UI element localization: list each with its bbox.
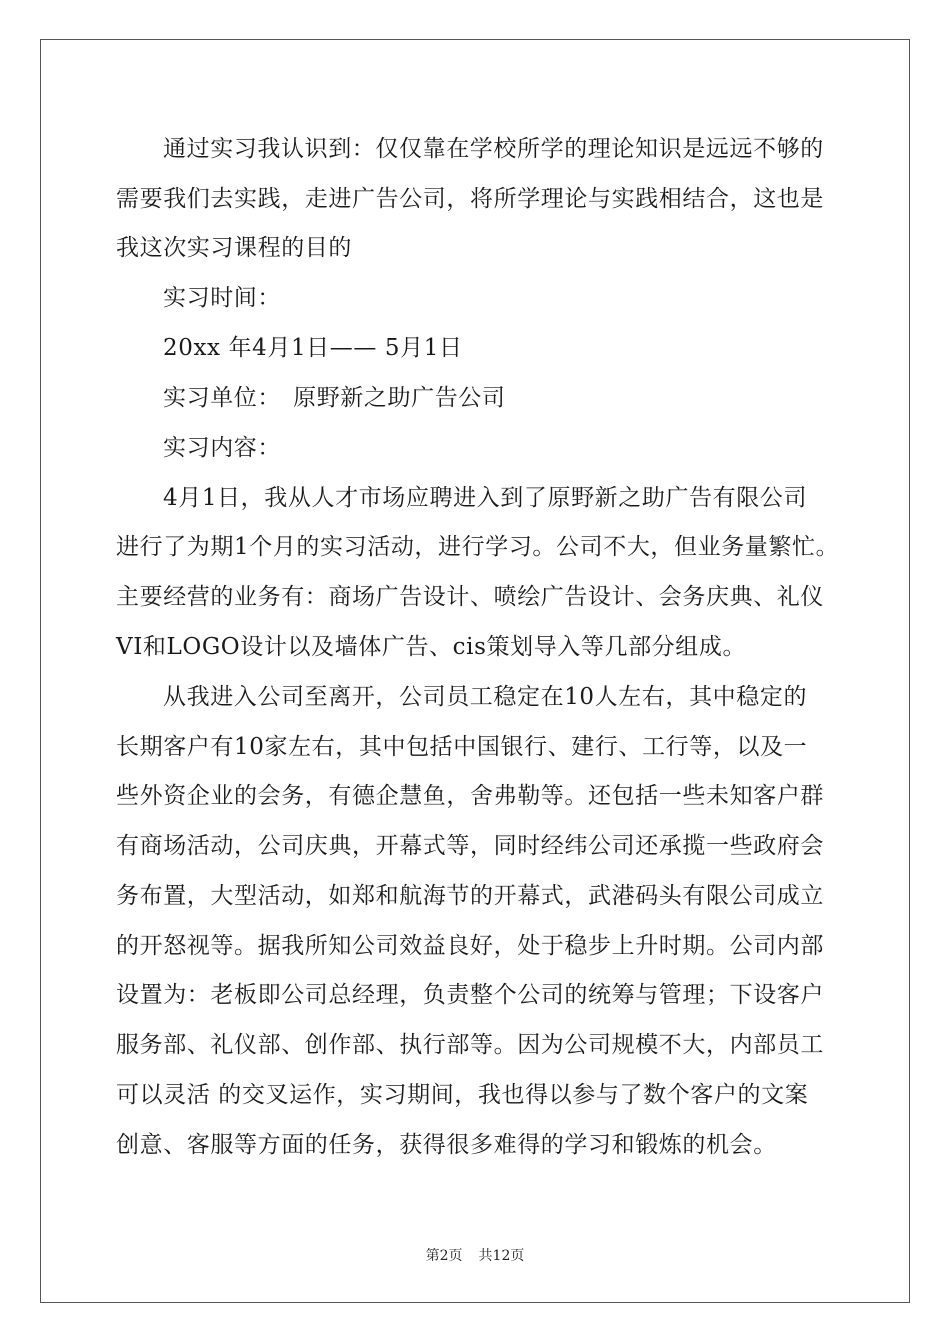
paragraph-line: 设置为：老板即公司总经理，负责整个公司的统筹与管理；下设客户 xyxy=(116,982,824,1008)
paragraph-line: 主要经营的业务有：商场广告设计、喷绘广告设计、会务庆典、礼仪 xyxy=(116,584,824,610)
paragraph-line: VI和LOGO设计以及墙体广告、cis策划导入等几部分组成。 xyxy=(116,634,747,660)
paragraph-line: 些外资企业的会务，有德企慧鱼，舍弗勒等。还包括一些未知客户群 xyxy=(116,783,824,809)
paragraph-line: 通过实习我认识到：仅仅靠在学校所学的理论知识是远远不够的 xyxy=(163,136,824,162)
total-pages: 共12页 xyxy=(478,1248,525,1264)
paragraph-line: 可以灵活 的交叉运作，实习期间，我也得以参与了数个客户的文案 xyxy=(116,1082,809,1108)
page-border xyxy=(40,39,910,1303)
paragraph-line: 从我进入公司至离开，公司员工稳定在10人左右，其中稳定的 xyxy=(163,684,808,710)
paragraph-line: 需要我们去实践，走进广告公司，将所学理论与实践相结合，这也是 xyxy=(116,186,824,212)
paragraph-line: 我这次实习课程的目的 xyxy=(116,235,352,261)
paragraph-line: 服务部、礼仪部、创作部、执行部等。因为公司规模不大，内部员工 xyxy=(116,1032,824,1058)
internship-company: 实习单位： 原野新之助广告公司 xyxy=(163,385,506,411)
page-footer xyxy=(0,1247,950,1265)
paragraph-line: 务布置，大型活动，如郑和航海节的开幕式，武港码头有限公司成立 xyxy=(116,883,824,909)
paragraph-line: 4月1日，我从人才市场应聘进入到了原野新之助广告有限公司 xyxy=(163,485,808,511)
page-number: 第2页 xyxy=(425,1248,463,1264)
paragraph-line: 的开怒视等。据我所知公司效益良好，处于稳步上升时期。公司内部 xyxy=(116,933,824,959)
section-heading-time: 实习时间： xyxy=(163,285,281,311)
section-heading-content: 实习内容： xyxy=(163,435,281,461)
paragraph-line: 有商场活动，公司庆典，开幕式等，同时经纬公司还承揽一些政府会 xyxy=(116,833,824,859)
paragraph-line: 进行了为期1个月的实习活动，进行学习。公司不大，但业务量繁忙。 xyxy=(116,534,840,560)
paragraph-line: 长期客户有10家左右，其中包括中国银行、建行、工行等，以及一 xyxy=(116,734,808,760)
paragraph-line: 创意、客服等方面的任务，获得很多难得的学习和锻炼的机会。 xyxy=(116,1132,777,1158)
internship-dates: 20xx 年4月1日—— 5月1日 xyxy=(163,335,463,361)
